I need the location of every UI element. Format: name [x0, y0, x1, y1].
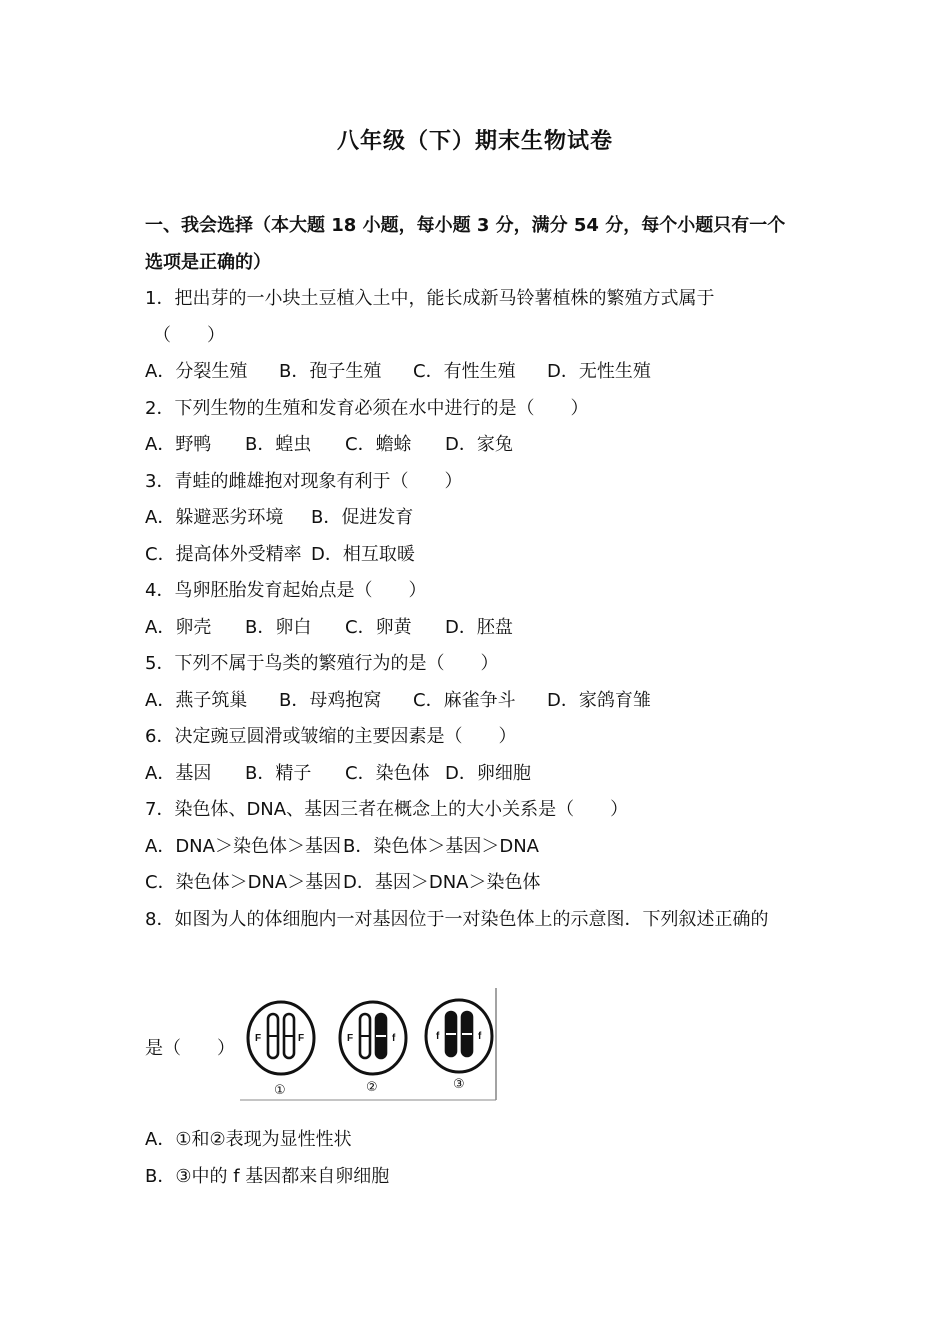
- q4-option-a: A．卵壳: [145, 616, 212, 638]
- q3-option-a: A．躲避恶劣环境: [145, 507, 284, 528]
- cell-3: [426, 1000, 492, 1092]
- q1-option-c: C．有性生殖: [413, 361, 516, 382]
- q4-option-c: C．卵黄: [345, 616, 412, 638]
- cell-3-number: ③: [453, 1077, 465, 1092]
- q7-options-line-2: [145, 865, 815, 902]
- q6-option-c: C．染色体: [345, 762, 430, 784]
- q2-option-a: A．野鸭: [145, 434, 212, 455]
- q7-option-d: D．基因＞DNA＞染色体: [343, 872, 541, 893]
- cell-2: [340, 1002, 406, 1095]
- q7-option-b: B．染色体＞基因＞DNA: [343, 835, 539, 857]
- q1-stem-line-1: 1．把出芽的一小块土豆植入土中，能长成新马铃薯植株的繁殖方式属于: [145, 288, 715, 309]
- q8-stem-line-1: 8．如图为人的体细胞内一对基因位于一对染色体上的示意图．下列叙述正确的: [145, 908, 769, 930]
- q8-option-a: A．①和②表现为显性性状: [145, 1129, 352, 1150]
- q7-option-c: C．染色体＞DNA＞基因: [145, 872, 342, 893]
- q1-stem-line-2: （ ）: [153, 324, 225, 346]
- cell-1: [248, 1002, 314, 1098]
- q6-option-d: D．卵细胞: [445, 762, 531, 784]
- q4-stem: 4．鸟卵胚胎发育起始点是（ ）: [145, 580, 427, 601]
- q3-stem: 3．青蛙的雌雄抱对现象有利于（ ）: [145, 470, 463, 492]
- cell-2-left-gene: F: [347, 1033, 354, 1044]
- q5-option-c: C．麻雀争斗: [413, 689, 516, 711]
- q5-option-a: A．燕子筑巢: [145, 689, 248, 711]
- cell-1-right-gene: F: [298, 1033, 305, 1044]
- cell-2-number: ②: [366, 1080, 378, 1095]
- q5-option-b: B．母鸡抱窝: [279, 689, 382, 711]
- q4-option-d: D．胚盘: [445, 616, 513, 638]
- q3-options-line-2: [145, 537, 815, 574]
- q2-option-d: D．家兔: [445, 434, 513, 455]
- q2-option-c: C．蟾蜍: [345, 434, 412, 455]
- q1-option-a: A．分裂生殖: [145, 361, 248, 382]
- q3-options-line-1: [145, 500, 815, 537]
- q8-figure-row: [145, 988, 815, 1108]
- q8-option-b: B．③中的 f 基因都来自卵细胞: [145, 1165, 390, 1187]
- cell-3-right-gene: f: [478, 1031, 482, 1042]
- q4-option-b: B．卵白: [245, 616, 312, 638]
- section-heading-line-2: 选项是正确的）: [145, 251, 271, 273]
- q1-option-d: D．无性生殖: [547, 361, 651, 382]
- q3-option-b: B．促进发育: [311, 507, 414, 528]
- cell-1-left-gene: F: [255, 1033, 262, 1044]
- cell-1-number: ①: [274, 1083, 286, 1098]
- q8-stem-line-2: 是（ ）: [145, 1038, 235, 1059]
- q5-options: [145, 683, 815, 720]
- q3-option-d: D．相互取暖: [311, 543, 415, 565]
- q6-option-b: B．精子: [245, 762, 312, 784]
- q3-option-c: C．提高体外受精率: [145, 543, 302, 565]
- q4-options: [145, 610, 815, 647]
- page-title: 八年级（下）期末生物试卷: [336, 129, 613, 154]
- q7-options-line-1: [145, 829, 815, 866]
- q7-stem: 7．染色体、DNA、基因三者在概念上的大小关系是（ ）: [145, 799, 629, 820]
- q1-option-b: B．孢子生殖: [279, 361, 382, 382]
- q6-option-a: A．基因: [145, 762, 212, 784]
- q2-options: [145, 427, 815, 464]
- cell-3-left-gene: f: [436, 1031, 440, 1042]
- q6-stem: 6．决定豌豆圆滑或皱缩的主要因素是（ ）: [145, 726, 517, 747]
- q5-stem: 5．下列不属于鸟类的繁殖行为的是（ ）: [145, 653, 499, 674]
- q6-options: [145, 756, 815, 793]
- section-heading: [145, 208, 815, 281]
- section-heading-line-1: 一、我会选择（本大题 18 小题，每小题 3 分，满分 54 分，每个小题只有一个: [145, 215, 786, 236]
- cell-2-right-gene: f: [392, 1033, 396, 1044]
- q2-option-b: B．蝗虫: [245, 434, 312, 455]
- exam-content: [145, 208, 815, 1195]
- q5-option-d: D．家鸽育雏: [547, 689, 651, 711]
- chromosome-figure: [240, 988, 498, 1102]
- q1-options: [145, 354, 815, 391]
- q2-stem: 2．下列生物的生殖和发育必须在水中进行的是（ ）: [145, 397, 589, 419]
- q7-option-a: A．DNA＞染色体＞基因: [145, 835, 341, 857]
